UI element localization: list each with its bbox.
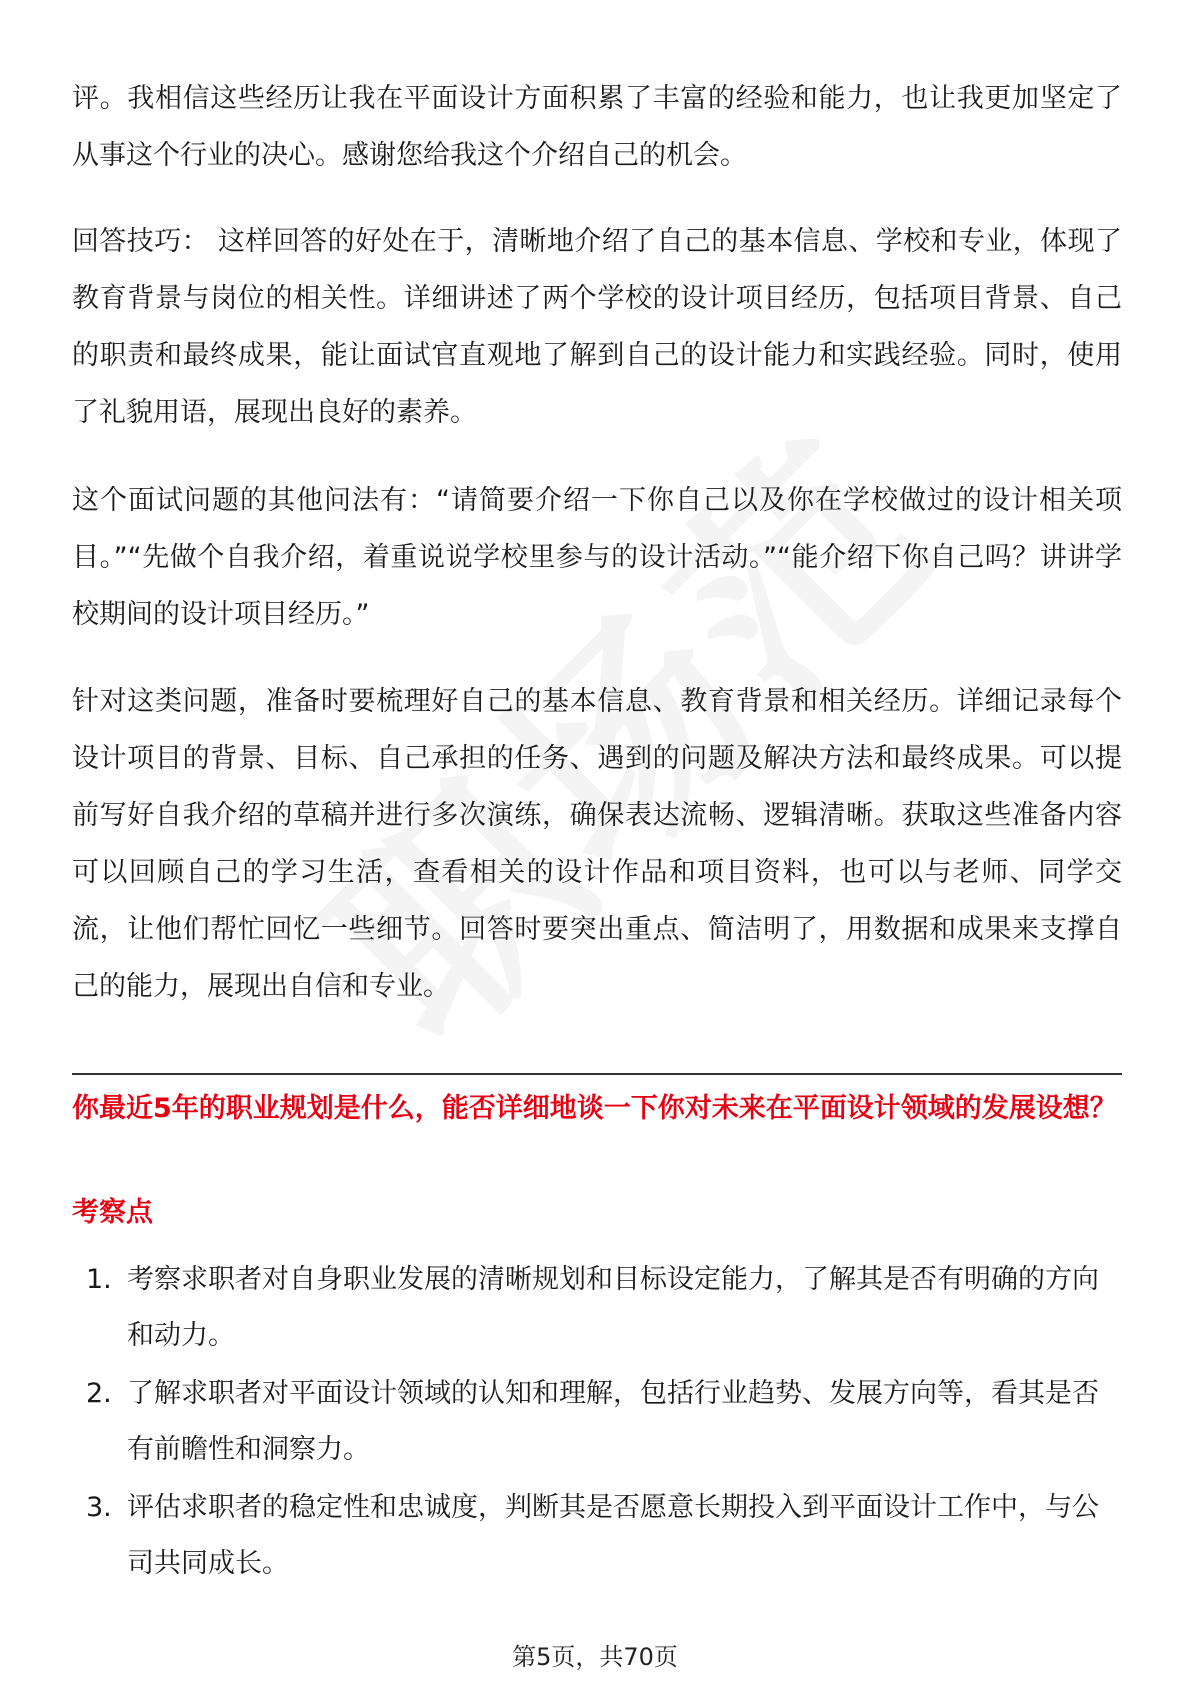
list-item-number: 2.	[86, 1378, 112, 1409]
list-item	[72, 1366, 1122, 1478]
paragraph-alternate-questions: 这个面试问题的其他问法有：“请简要介绍一下你自己以及你在学校做过的设计相关项目。”“先做个自我介绍，着重说说学校里参与的设计活动。”“能介绍下你自己吗？讲讲学校期间的设计项目经历。”	[72, 485, 1122, 630]
list-item-text: 了解求职者对平面设计领域的认知和理解，包括行业趋势、发展方向等，看其是否有前瞻性和洞察力。	[127, 1378, 1099, 1465]
interview-question: 你最近5年的职业规划是什么，能否详细地谈一下你对未来在平面设计领域的发展设想？	[72, 1093, 1117, 1124]
list-item-text: 评估求职者的稳定性和忠诚度，判断其是否愿意长期投入到平面设计工作中，与公司共同成长。	[127, 1492, 1099, 1579]
list-item	[72, 1252, 1122, 1364]
paragraph-intro-end: 评。我相信这些经历让我在平面设计方面积累了丰富的经验和能力，也让我更加坚定了从事这个行业的决心。感谢您给我这个介绍自己的机会。	[72, 83, 1122, 171]
paragraph-preparation-advice: 针对这类问题，准备时要梳理好自己的基本信息、教育背景和相关经历。详细记录每个设计项目的背景、目标、自己承担的任务、遇到的问题及解决方法和最终成果。可以提前写好自我介绍的草稿并进行多次演练，确保表达流畅、逻辑清晰。获取这些准备内容可以回顾自己的学习生活，查看相关的设计作品和项目资料，也可以与老师、同学交流，让他们帮忙回忆一些细节。回答时要突出重点、简洁明了，用数据和成果来支撑自己的能力，展现出自信和专业。	[72, 686, 1122, 1002]
section-label-assessment: 考察点	[72, 1197, 153, 1228]
list-item-number: 1.	[86, 1264, 112, 1295]
assessment-points-list	[72, 1252, 1122, 1594]
list-item-text: 考察求职者对自身职业发展的清晰规划和目标设定能力，了解其是否有明确的方向和动力。	[127, 1264, 1099, 1351]
paragraph-answer-tips: 回答技巧： 这样回答的好处在于，清晰地介绍了自己的基本信息、学校和专业，体现了教育背景与岗位的相关性。详细讲述了两个学校的设计项目经历，包括项目背景、自己的职责和最终成果，能让面试官直观地了解到自己的设计能力和实践经验。同时，使用了礼貌用语，展现出良好的素养。	[72, 226, 1122, 428]
section-divider	[72, 1073, 1122, 1075]
list-item	[72, 1480, 1122, 1592]
list-item-number: 3.	[86, 1492, 112, 1523]
page-footer: 第5页，共70页	[512, 1643, 678, 1671]
